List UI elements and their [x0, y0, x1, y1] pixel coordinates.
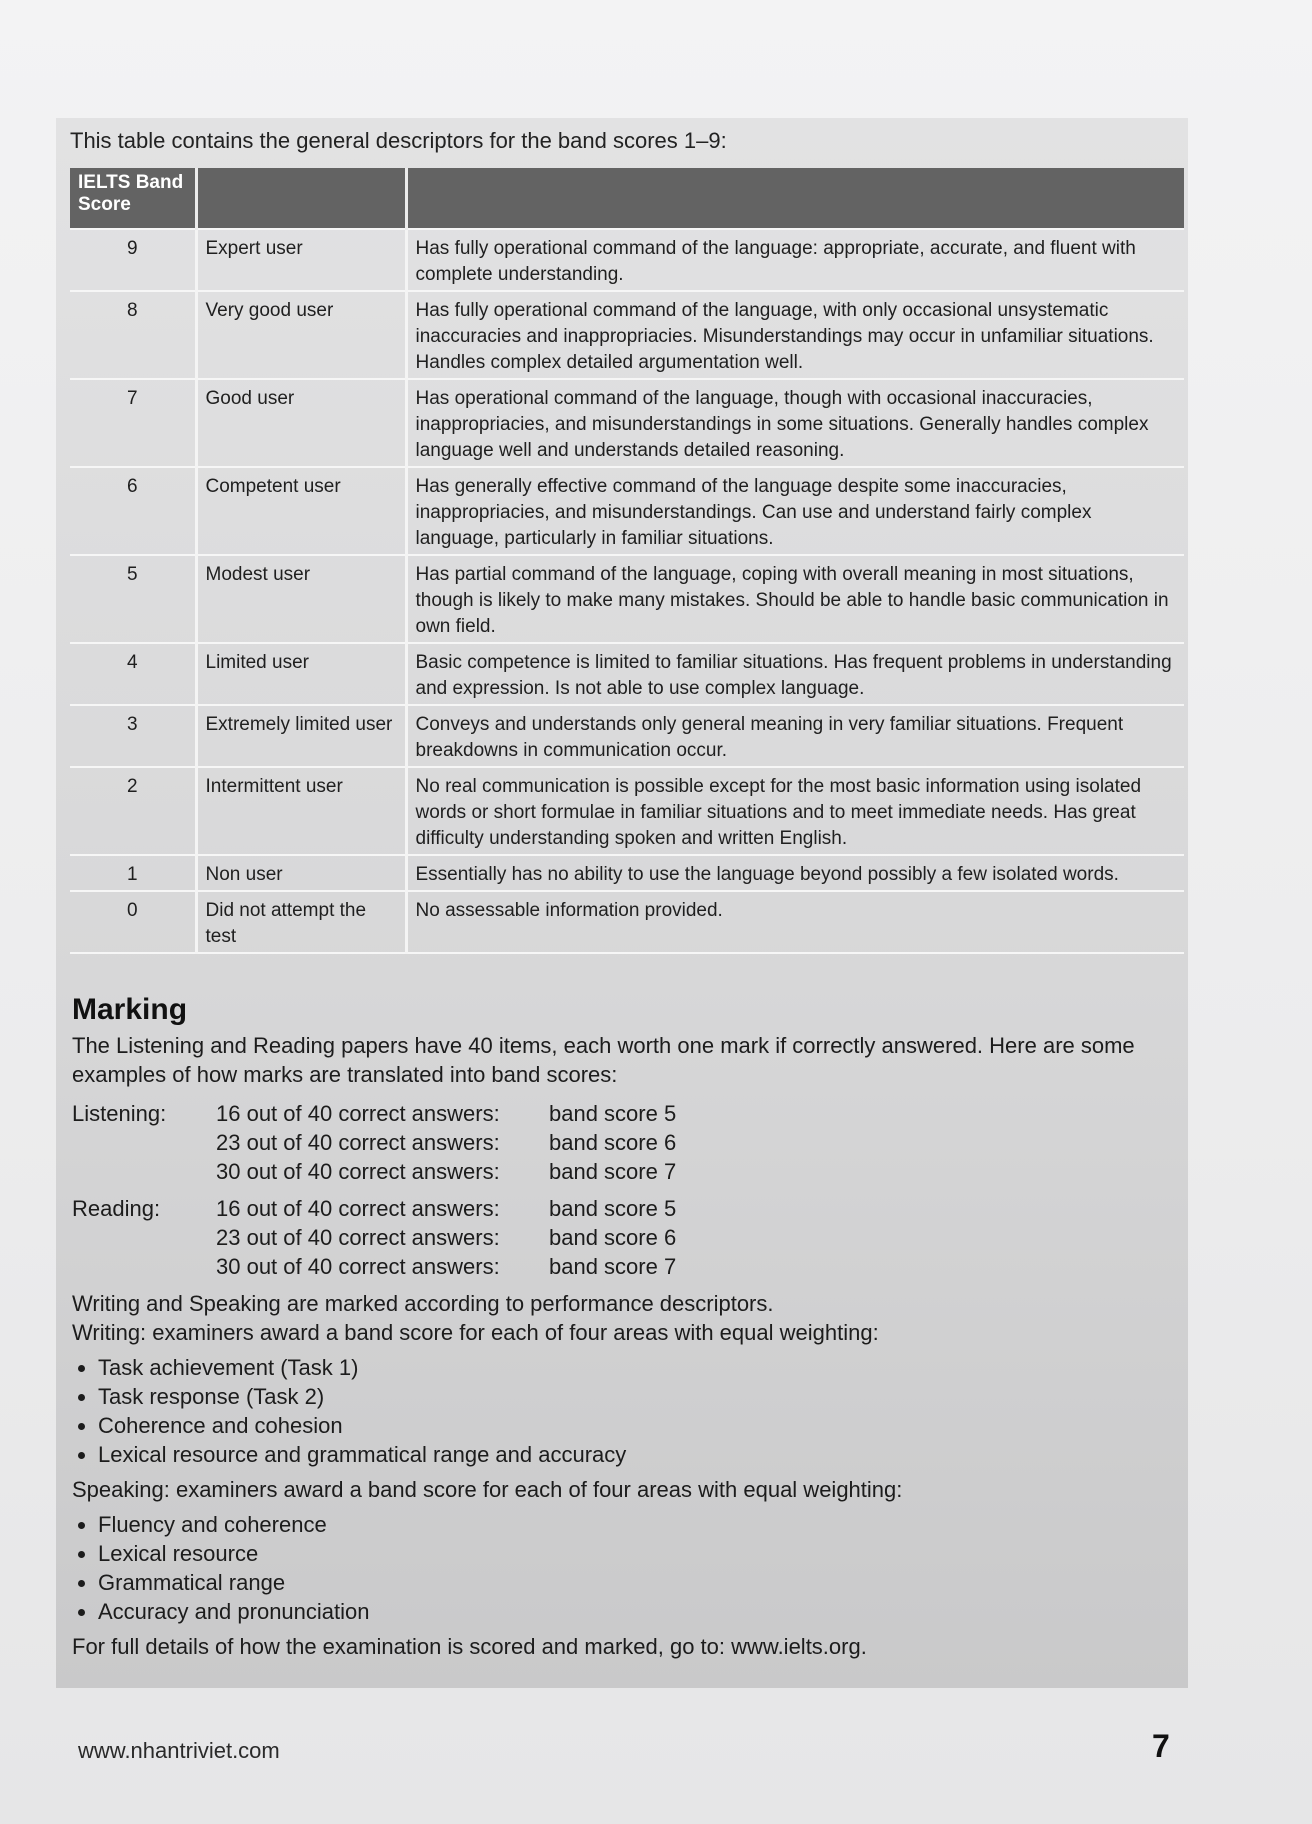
table-row [70, 705, 1184, 767]
example-answers: 16 out of 40 correct answers: [216, 1196, 500, 1221]
example-answers: 16 out of 40 correct answers: [216, 1101, 500, 1126]
example-band: band score 5 [549, 1196, 677, 1221]
band-description: Has partial command of the language, coping with overall meaning in most situations, though is likely to make many mistakes. Should be able to handle basic communication in own field. [406, 555, 1184, 643]
example-answers: 30 out of 40 correct answers: [216, 1159, 500, 1184]
band-label: Good user [196, 379, 406, 467]
speaking-criteria-list [72, 1510, 1172, 1626]
band-label: Limited user [196, 643, 406, 705]
example-answers: 23 out of 40 correct answers: [216, 1130, 500, 1155]
writing-criteria-list [72, 1353, 1172, 1469]
speaking-intro: Speaking: examiners award a band score for each of four areas with equal weighting: [72, 1477, 903, 1502]
example-band: band score 6 [549, 1225, 677, 1250]
band-label: Extremely limited user [196, 705, 406, 767]
band-label: Did not attempt the test [196, 891, 406, 953]
marking-heading: Marking [72, 993, 188, 1026]
marking-section [72, 993, 1172, 1661]
band-score: 0 [70, 891, 196, 953]
marking-examples [72, 1099, 1172, 1281]
band-score: 1 [70, 855, 196, 891]
reading-label: Reading: [72, 1196, 161, 1221]
table-row [70, 379, 1184, 467]
details-note: For full details of how the examination is scored and marked, go to: www.ielts.org. [72, 1634, 867, 1659]
table-row [70, 767, 1184, 855]
table-row [70, 855, 1184, 891]
list-item: • Lexical resource and grammatical range and accuracy [98, 1440, 1172, 1469]
table-header-row [70, 168, 1184, 229]
band-score: 3 [70, 705, 196, 767]
band-label: Non user [196, 855, 406, 891]
header-blank-1 [196, 168, 406, 229]
band-score: 7 [70, 379, 196, 467]
list-item: • Grammatical range [98, 1568, 1172, 1597]
band-score: 4 [70, 643, 196, 705]
list-item: • Accuracy and pronunciation [98, 1597, 1172, 1626]
example-band: band score 6 [549, 1130, 677, 1155]
band-label: Modest user [196, 555, 406, 643]
band-description: Has operational command of the language, though with occasional inaccuracies, inappropriacies, and misunderstandings in some situations. Generally handles complex language well and understands detailed reasoning. [406, 379, 1184, 467]
band-description: Conveys and understands only general meaning in very familiar situations. Frequent breakdowns in communication occur. [406, 705, 1184, 767]
band-description: No real communication is possible except for the most basic information using isolated words or short formulae in familiar situations and to meet immediate needs. Has great difficulty understanding spoken and written English. [406, 767, 1184, 855]
band-score-table [70, 168, 1184, 954]
list-item: • Task response (Task 2) [98, 1382, 1172, 1411]
list-item: • Coherence and cohesion [98, 1411, 1172, 1440]
list-item: • Task achievement (Task 1) [98, 1353, 1172, 1382]
example-row [216, 1194, 676, 1223]
band-description: No assessable information provided. [406, 891, 1184, 953]
header-band-score: IELTS Band Score [70, 168, 196, 229]
band-label: Competent user [196, 467, 406, 555]
listening-examples [72, 1099, 1172, 1186]
band-description: Basic competence is limited to familiar situations. Has frequent problems in understanding and expression. Is not able to use complex language. [406, 643, 1184, 705]
band-description: Has generally effective command of the language despite some inaccuracies, inappropriacies, and misunderstandings. Can use and understand fairly complex language, particularly in familiar situations. [406, 467, 1184, 555]
band-score: 2 [70, 767, 196, 855]
footer-url: www.nhantriviet.com [78, 1738, 280, 1763]
writing-intro: Writing: examiners award a band score for each of four areas with equal weighting: [72, 1320, 879, 1345]
band-description: Has fully operational command of the language, with only occasional unsystematic inaccuracies and inappropriacies. Misunderstandings may occur in unfamiliar situations. Handles complex detailed argumentation well. [406, 291, 1184, 379]
example-answers: 23 out of 40 correct answers: [216, 1225, 500, 1250]
band-label: Intermittent user [196, 767, 406, 855]
band-label: Expert user [196, 229, 406, 291]
page-number: 7 [1152, 1728, 1170, 1764]
example-band: band score 7 [549, 1254, 677, 1279]
example-row [216, 1128, 676, 1157]
example-row [216, 1223, 676, 1252]
band-label: Very good user [196, 291, 406, 379]
example-band: band score 5 [549, 1101, 677, 1126]
writing-speaking-note: Writing and Speaking are marked according to performance descriptors. [72, 1291, 774, 1316]
band-score: 6 [70, 467, 196, 555]
table-row [70, 229, 1184, 291]
band-score: 8 [70, 291, 196, 379]
table-row [70, 891, 1184, 953]
example-band: band score 7 [549, 1159, 677, 1184]
example-row [216, 1157, 676, 1186]
list-item: • Fluency and coherence [98, 1510, 1172, 1539]
band-score: 9 [70, 229, 196, 291]
band-score: 5 [70, 555, 196, 643]
table-row [70, 555, 1184, 643]
marking-intro: The Listening and Reading papers have 40 items, each worth one mark if correctly answered. Here are some examples of how marks are translated into band scores: [72, 1033, 1135, 1087]
example-answers: 30 out of 40 correct answers: [216, 1254, 500, 1279]
table-row [70, 643, 1184, 705]
example-row [216, 1252, 676, 1281]
band-description: Has fully operational command of the language: appropriate, accurate, and fluent with complete understanding. [406, 229, 1184, 291]
example-row [216, 1099, 676, 1128]
header-blank-2 [406, 168, 1184, 229]
list-item: • Lexical resource [98, 1539, 1172, 1568]
listening-label: Listening: [72, 1101, 167, 1126]
reading-examples [72, 1194, 1172, 1281]
table-intro: This table contains the general descriptors for the band scores 1–9: [70, 128, 727, 153]
table-row [70, 467, 1184, 555]
band-description: Essentially has no ability to use the language beyond possibly a few isolated words. [406, 855, 1184, 891]
table-row [70, 291, 1184, 379]
